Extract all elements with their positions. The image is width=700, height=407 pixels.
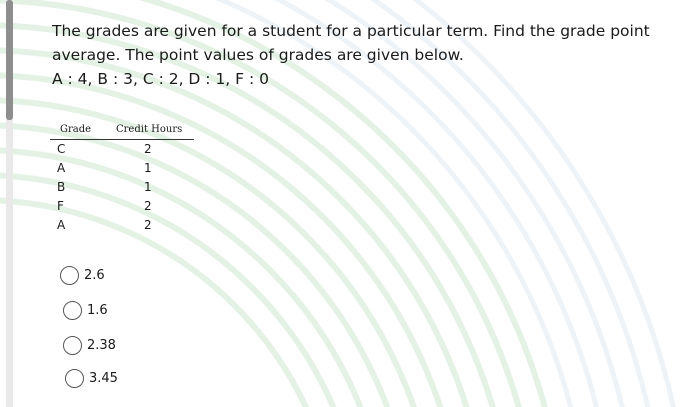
cell-grade: F: [57, 199, 64, 213]
cell-credit-hours: 1: [144, 180, 152, 194]
option-2[interactable]: [63, 299, 108, 321]
cell-credit-hours: 2: [144, 218, 152, 232]
table-row: [50, 161, 194, 180]
table-row: [50, 218, 194, 237]
option-label: 3.45: [89, 370, 118, 386]
cell-grade: B: [57, 180, 66, 194]
scrollbar[interactable]: [6, 0, 13, 407]
radio-button[interactable]: [60, 266, 79, 285]
option-label: 2.38: [87, 337, 116, 353]
cell-credit-hours: 2: [144, 199, 152, 213]
option-label: 1.6: [87, 302, 108, 318]
cell-grade: C: [57, 142, 66, 156]
header-grade: Grade: [60, 124, 92, 135]
cell-grade: A: [57, 161, 66, 175]
option-4[interactable]: [65, 367, 118, 389]
cell-credit-hours: 2: [144, 142, 152, 156]
header-divider: [50, 139, 194, 140]
cell-grade: A: [57, 218, 66, 232]
question-line-3: A : 4, B : 3, C : 2, D : 1, F : 0: [52, 70, 270, 88]
table-row: [50, 199, 194, 218]
radio-button[interactable]: [65, 369, 84, 388]
table-row: [50, 142, 194, 161]
table-header: [50, 122, 194, 140]
scrollbar-thumb[interactable]: [6, 0, 13, 120]
header-credit-hours: Credit Hours: [116, 124, 183, 135]
question-line-2: average. The point values of grades are given below.: [52, 46, 464, 64]
radio-button[interactable]: [63, 336, 82, 355]
option-3[interactable]: [63, 334, 116, 356]
option-1[interactable]: [60, 264, 105, 286]
question-text: [52, 19, 672, 91]
table-row: [50, 180, 194, 199]
option-label: 2.6: [84, 267, 105, 283]
cell-credit-hours: 1: [144, 161, 152, 175]
question-line-1: The grades are given for a student for a particular term. Find the grade point: [52, 22, 650, 40]
radio-button[interactable]: [63, 301, 82, 320]
